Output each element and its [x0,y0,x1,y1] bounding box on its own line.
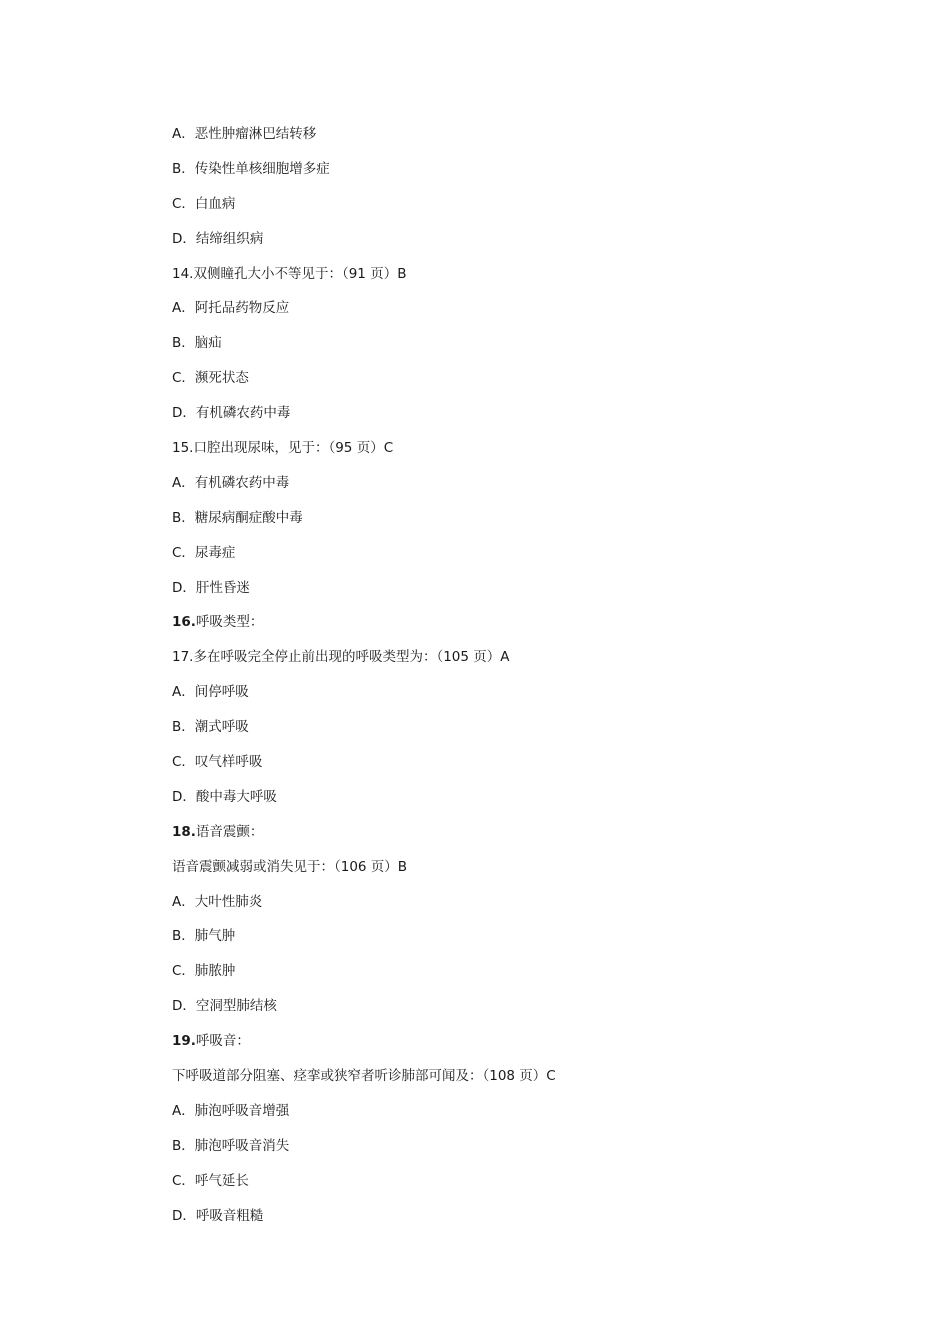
line-text: D．有机磷农药中毒 [172,405,291,422]
text-line [172,194,872,229]
line-text: C．濒死状态 [172,370,249,387]
line-text: 语音震颤： [195,823,264,840]
line-text: 语音震颤减弱或消失见于：（106 页）B [172,858,408,875]
text-line [172,403,872,438]
line-text: C．白血病 [172,195,236,212]
line-text: B．肺泡呼吸音消失 [172,1137,290,1154]
line-text: C．肺脓肿 [172,963,236,980]
text-line [172,333,872,368]
text-line [172,543,872,578]
line-text: B．糖尿病酮症酸中毒 [172,509,303,526]
text-line [172,578,872,613]
text-line [172,926,872,961]
line-text: B．脑疝 [172,335,222,352]
text-line [172,1101,872,1136]
section-number: 18. [172,823,196,840]
text-line [172,508,872,543]
text-line [172,647,872,682]
line-text: A．间停呼吸 [172,684,249,701]
line-text: D．肝性昏迷 [172,579,250,596]
line-text: 呼吸类型： [195,614,264,631]
text-line [172,682,872,717]
line-text: A．阿托品药物反应 [172,300,290,317]
line-text: 呼吸音： [195,1033,250,1050]
text-line [172,473,872,508]
text-line [172,298,872,333]
line-text: D．酸中毒大呼吸 [172,788,277,805]
text-line [172,1066,872,1101]
line-text: A．有机磷农药中毒 [172,474,290,491]
text-line [172,996,872,1031]
line-text: A．恶性肿瘤淋巴结转移 [172,126,317,142]
line-text: B．肺气肿 [172,928,236,945]
question-list [172,124,872,1241]
section-number: 19. [172,1033,196,1050]
line-text: A．肺泡呼吸音增强 [172,1102,290,1119]
line-text: C．叹气样呼吸 [172,754,263,771]
line-text: D．呼吸音粗糙 [172,1207,264,1224]
line-text: A．大叶性肺炎 [172,893,263,910]
text-line [172,822,872,857]
line-text: 17.多在呼吸完全停止前出现的呼吸类型为：（105 页）A [172,649,510,666]
text-line [172,961,872,996]
line-text: C．呼气延长 [172,1172,249,1189]
text-line [172,752,872,787]
text-line [172,717,872,752]
text-line [172,612,872,647]
section-number: 16. [172,614,196,631]
text-line [172,857,872,892]
text-line [172,368,872,403]
line-text: D．结缔组织病 [172,230,264,247]
line-text: 14.双侧瞳孔大小不等见于：（91 页）B [172,265,407,282]
text-line [172,892,872,927]
line-text: B．潮式呼吸 [172,719,249,736]
line-text: C．尿毒症 [172,544,236,561]
text-line [172,1206,872,1241]
text-line [172,264,872,299]
line-text: 下呼吸道部分阻塞、痉挛或狭窄者听诊肺部可闻及：（108 页）C [172,1068,556,1085]
text-line [172,438,872,473]
text-line [172,159,872,194]
text-line [172,1031,872,1066]
line-text: D．空洞型肺结核 [172,998,277,1015]
line-text: 15.口腔出现尿味，见于：（95 页）C [172,440,394,457]
text-line [172,124,872,159]
text-line [172,1136,872,1171]
text-line [172,229,872,264]
text-line [172,787,872,822]
text-line [172,1171,872,1206]
line-text: B．传染性单核细胞增多症 [172,160,330,177]
